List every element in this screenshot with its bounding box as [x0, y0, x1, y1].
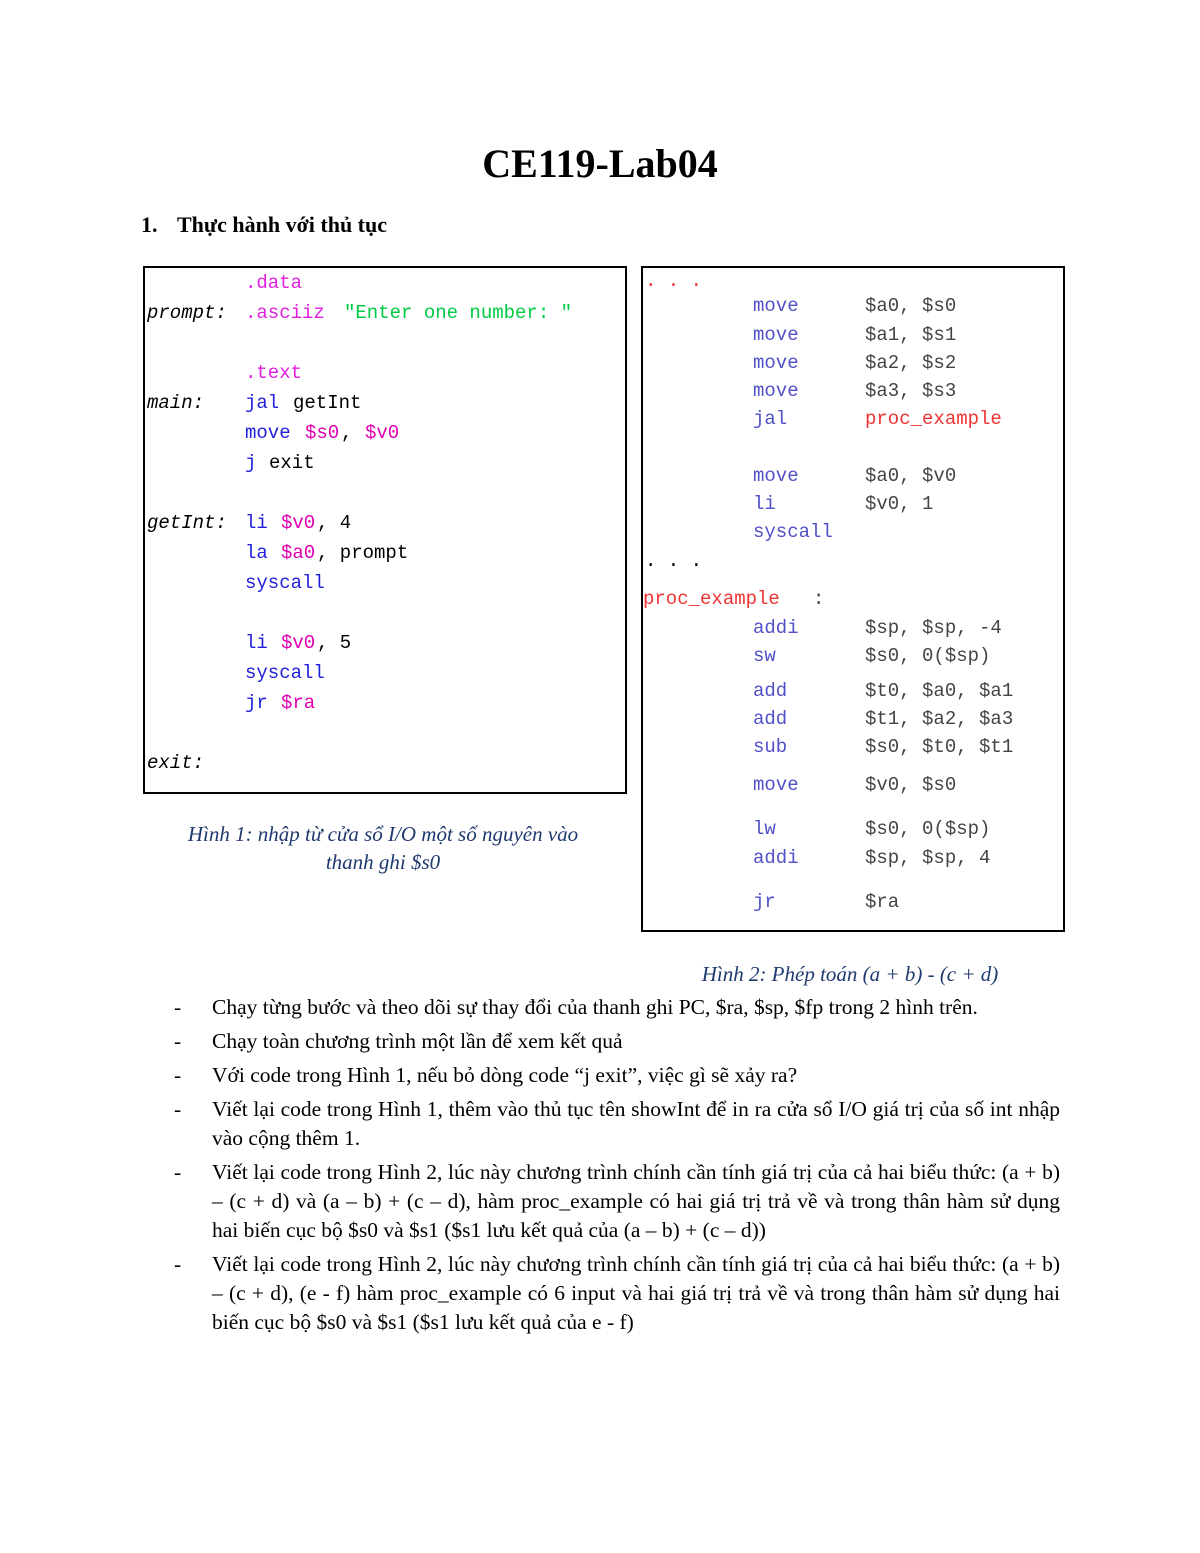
proc-example-colon: : [813, 588, 825, 610]
li-register-2: $v0 [281, 632, 316, 654]
instr-op: move [753, 380, 799, 402]
instr-args: $a0, $v0 [865, 465, 957, 487]
figure-1-caption-line-2: thanh ghi $s0 [325, 850, 441, 874]
li-register-1: $v0 [281, 512, 316, 534]
move-register-1: $s0 [305, 422, 340, 444]
instr-args: $t0, $a0, $a1 [865, 680, 1014, 702]
list-item-text: Viết lại code trong Hình 2, lúc này chương trình chính cần tính giá trị của cả hai biểu thức: (a + b) – (c + d), (e - f) hàm proc_example có 6 input và hai giá trị trả về và trong thân hàm sử dụng hai biến cục bộ $s0 và $s1 ($s1 lưu kết quả của e - f) [212, 1252, 1060, 1334]
instr-op: add [753, 680, 788, 702]
section-label: Thực hành với thủ tục [177, 212, 387, 237]
ellipsis-2: . . . [645, 550, 703, 572]
li-keyword-2: li [245, 632, 268, 654]
list-item-text: Chạy toàn chương trình một lần để xem kết quả [212, 1029, 623, 1053]
asciiz-string: "Enter one number: " [344, 302, 573, 324]
list-item [170, 1061, 1060, 1090]
instr-op: jr [753, 891, 776, 913]
main-label: main: [147, 392, 205, 414]
instr-op: li [753, 493, 776, 515]
instr-args: $sp, $sp, -4 [865, 617, 1002, 639]
instr-args: $s0, $t0, $t1 [865, 736, 1014, 758]
getint-label: getInt: [147, 512, 227, 534]
instr-op: move [753, 295, 799, 317]
bullet-dash: - [174, 1252, 182, 1276]
figure-2-code-box [641, 266, 1065, 932]
jr-keyword: jr [245, 692, 268, 714]
data-directive: .data [245, 272, 303, 294]
instr-op: move [753, 324, 799, 346]
bullet-dash: - [174, 1097, 182, 1121]
move-comma: , [341, 422, 353, 444]
jal-op: jal [753, 408, 788, 430]
li-value-1: , 4 [317, 512, 352, 534]
j-target: exit [269, 452, 315, 474]
bullet-dash: - [174, 1160, 182, 1184]
bullet-dash: - [174, 1029, 182, 1053]
instr-op: sw [753, 645, 776, 667]
list-item [170, 1095, 1060, 1153]
main-jal-keyword: jal [245, 392, 280, 414]
exercise-list [170, 993, 1060, 1342]
instr-op: move [753, 465, 799, 487]
instr-op: syscall [753, 521, 833, 543]
exit-label: exit: [147, 752, 205, 774]
list-item-text: Viết lại code trong Hình 2, lúc này chương trình chính cần tính giá trị của cả hai biểu thức: (a + b) – (c + d) và (a – b) + (c – d), hàm proc_example có hai giá trị trả về và trong thân hàm sử dụng hai biến cục bộ $s0 và $s1 ($s1 lưu kết quả của (a – b) + (c – d)) [212, 1160, 1060, 1242]
instr-op: add [753, 708, 788, 730]
list-item-text: Chạy từng bước và theo dõi sự thay đổi của thanh ghi PC, $ra, $sp, $fp trong 2 hình trên. [212, 995, 978, 1019]
list-item-text: Với code trong Hình 1, nếu bỏ dòng code “j exit”, việc gì sẽ xảy ra? [212, 1063, 798, 1087]
instr-op: move [753, 774, 799, 796]
list-item-text: Viết lại code trong Hình 1, thêm vào thủ tục tên showInt để in ra cửa sổ I/O giá trị của số int nhập vào cộng thêm 1. [212, 1097, 1060, 1150]
instr-args: $v0, $s0 [865, 774, 957, 796]
jal-target: proc_example [865, 408, 1002, 430]
instr-args: $a1, $s1 [865, 324, 957, 346]
list-item [170, 1250, 1060, 1337]
li-keyword-1: li [245, 512, 268, 534]
instr-args: $ra [865, 891, 900, 913]
syscall-1: syscall [245, 572, 325, 594]
instr-args: $v0, 1 [865, 493, 934, 515]
figure-1-caption-line-1: Hình 1: nhập từ cửa sổ I/O một số nguyên vào [187, 822, 579, 846]
instr-op: sub [753, 736, 788, 758]
instr-args: $t1, $a2, $a3 [865, 708, 1014, 730]
instr-args: $a0, $s0 [865, 295, 957, 317]
la-register: $a0 [281, 542, 316, 564]
figure-1-caption [143, 820, 623, 876]
bullet-dash: - [174, 1063, 182, 1087]
instr-op: addi [753, 617, 799, 639]
instr-args: $s0, 0($sp) [865, 818, 991, 840]
text-directive: .text [245, 362, 303, 384]
move-keyword: move [245, 422, 291, 444]
list-item [170, 1158, 1060, 1245]
la-argument: , prompt [317, 542, 409, 564]
jr-register: $ra [281, 692, 316, 714]
list-item [170, 993, 1060, 1022]
section-number: 1. [141, 212, 158, 237]
figure-1-code-box [143, 266, 627, 794]
li-value-2: , 5 [317, 632, 352, 654]
prompt-label: prompt: [147, 302, 227, 324]
syscall-2: syscall [245, 662, 325, 684]
instr-args: $s0, 0($sp) [865, 645, 991, 667]
instr-args: $a2, $s2 [865, 352, 957, 374]
section-heading [141, 212, 387, 238]
instr-args: $sp, $sp, 4 [865, 847, 991, 869]
proc-example-label: proc_example [643, 588, 780, 610]
instr-op: move [753, 352, 799, 374]
instr-op: addi [753, 847, 799, 869]
la-keyword: la [245, 542, 268, 564]
main-jal-target: getInt [293, 392, 362, 414]
document-title: CE119-Lab04 [482, 141, 718, 186]
instr-op: lw [753, 818, 776, 840]
move-register-2: $v0 [365, 422, 400, 444]
list-item [170, 1027, 1060, 1056]
ellipsis-1: . . . [645, 270, 703, 292]
instr-args: $a3, $s3 [865, 380, 957, 402]
bullet-dash: - [174, 995, 182, 1019]
asciiz-directive: .asciiz [245, 302, 325, 324]
figure-2-caption: Hình 2: Phép toán (a + b) - (c + d) [701, 962, 999, 986]
j-keyword: j [245, 452, 257, 474]
